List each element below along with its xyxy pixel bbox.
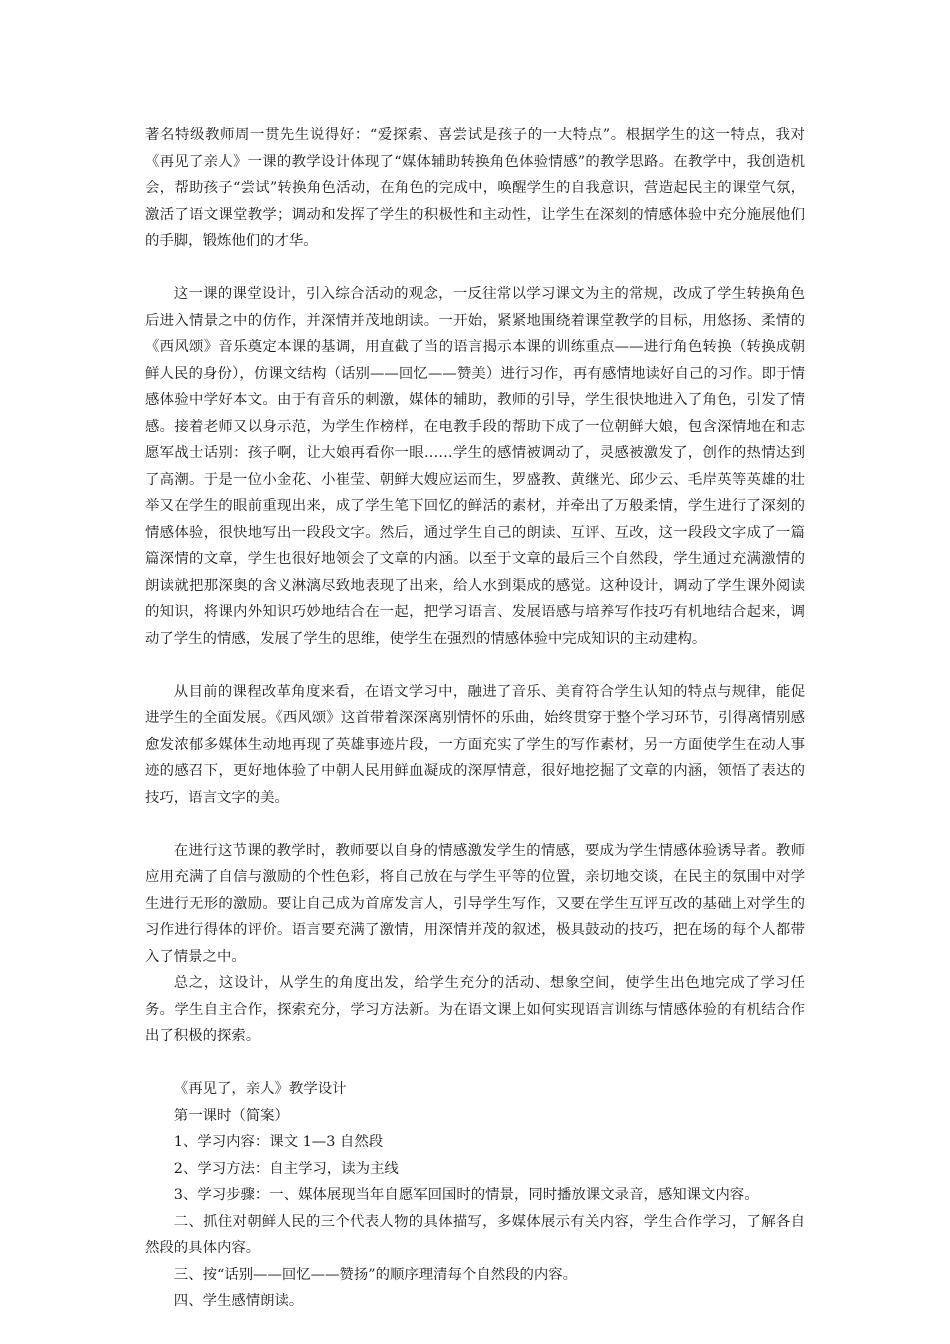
document-body <box>145 122 805 1315</box>
lesson-plan-step: 三、按“话别——回忆——赞扬”的顺序理清每个自然段的内容。 <box>173 1266 578 1283</box>
paragraph-summary: 总之，这设计，从学生的角度出发，给学生充分的活动、想象空间，使学生出色地完成了学习任务。学生自主合作，探索充分，学习方法新。为在语文课上如何实现语言训练与情感体验的有机结合作出了积极的探索。 <box>145 975 805 1044</box>
lesson-plan-period: 第一课时（简案） <box>173 1107 289 1124</box>
paragraph-gap <box>145 811 805 838</box>
lesson-plan-step: 四、学生感情朗读。 <box>173 1293 304 1309</box>
lesson-plan-step: 二、抓住对朝鲜人民的三个代表人物的具体描写，多媒体展示有关内容，学生合作学习，了解各自然段的具体内容。 <box>145 1213 805 1256</box>
lesson-plan-title: 《再见了，亲人》教学设计 <box>173 1081 347 1097</box>
lesson-plan-item: 2、学习方法：自主学习，读为主线 <box>173 1160 399 1177</box>
paragraph-reform: 从目前的课程改革角度来看，在语文学习中，融进了音乐、美育符合学生认知的特点与规律，能促进学生的全面发展。《西风颂》这首带着深深离别情怀的乐曲，始终贯穿于整个学习环节，引得离情别感愈发浓郁多媒体生动地再现了英雄事迹片段，一方面充实了学生的写作素材，另一方面使学生在动人事迹的感召下，更好地体验了中朝人民用鲜血凝成的深厚情意，很好地挖掘了文章的内涵，领悟了表达的技巧，语言文字的美。 <box>145 683 805 806</box>
paragraph-intro: 著名特级教师周一贯先生说得好：“爱探索、喜尝试是孩子的一大特点”。根据学生的这一特点，我对《再见了亲人》一课的教学设计体现了“媒体辅助转换角色体验情感”的教学思路。在教学中，我创造机会，帮助孩子“尝试”转换角色活动，在角色的完成中，唤醒学生的自我意识，营造起民主的课堂气氛，激活了语文课堂教学；调动和发挥了学生的积极性和主动性，让学生在深刻的情感体验中充分施展他们的手脚，锻炼他们的才华。 <box>145 127 805 249</box>
lesson-plan-item: 3、学习步骤：一、媒体展现当年自愿军回国时的情景，同时播放课文录音，感知课文内容。 <box>173 1187 759 1203</box>
paragraph-teacher: 在进行这节课的教学时，教师要以自身的情感激发学生的情感，要成为学生情感体验诱导者。教师应用充满了自信与激励的个性色彩，将自己放在与学生平等的位置，亲切地交谈，在民主的氛围中对学生进行无形的激励。要让自己成为首席发言人，引导学生写作，又要在学生互评互改的基础上对学生的习作进行得体的评价。语言要充满了激情，用深情并茂的叙述，极具鼓动的技巧，把在场的每个人都带入了情景之中。 <box>145 842 805 965</box>
paragraph-gap <box>145 652 805 679</box>
paragraph-design: 这一课的课堂设计，引入综合活动的观念，一反往常以学习课文为主的常规，改成了学生转换角色后进入情景之中的仿作，并深情并茂地朗读。一开始，紧紧地围绕着课堂教学的目标，用悠扬、柔情的《西风颂》音乐奠定本课的基调，用直截了当的语言揭示本课的训练重点——进行角色转换（转换成朝鲜人民的身份），仿课文结构（话别——回忆——赞美）进行习作，再有感情地读好自己的习作。即于情感体验中学好本文。由于有音乐的刺激，媒体的辅助，教师的引导，学生很快地进入了角色，引发了情感。接着老师又以身示范，为学生作榜样，在电教手段的帮助下成了一位朝鲜大娘，包含深情地在和志愿军战士话别：孩子啊，让大娘再看你一眼……学生的感情被调动了，灵感被激发了，创作的热情达到了高潮。于是一位小金花、小崔莹、朝鲜大嫂应运而生，罗盛教、黄继光、邱少云、毛岸英等英雄的壮举又在学生的眼前重现出来，成了学生笔下回忆的鲜活的素材，并牵出了万般柔情，学生进行了深刻的情感体验，很快地写出一段段文字。然后，通过学生自己的朗读、互评、互改，这一段段文字成了一篇篇深情的文章，学生也很好地领会了文章的内涵。以至于文章的最后三个自然段，学生通过充满激情的朗读就把那深奥的含义淋漓尽致地表现了出来，给人水到渠成的感觉。这种设计，调动了学生课外阅读的知识，将课内外知识巧妙地结合在一起，把学习语言、发展语感与培养写作技巧有机地结合起来，调动了学生的情感，发展了学生的思维，使学生在强烈的情感体验中完成知识的主动建构。 <box>145 286 805 647</box>
paragraph-gap <box>145 1050 805 1077</box>
lesson-plan <box>145 1076 805 1315</box>
lesson-plan-item: 1、学习内容：课文 1—3 自然段 <box>173 1134 384 1150</box>
paragraph-gap <box>145 255 805 282</box>
